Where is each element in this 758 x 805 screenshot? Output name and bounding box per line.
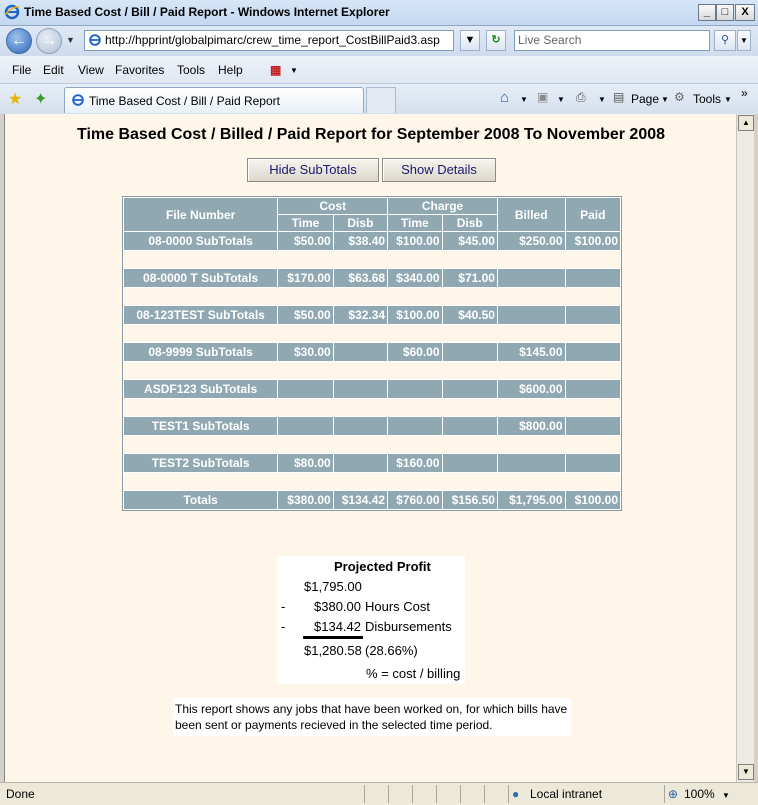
subtotal-row — [124, 232, 620, 250]
cell-paid: $100.00 — [566, 232, 621, 250]
page-dropdown-icon[interactable]: ▼ — [661, 95, 669, 104]
menu-favorites[interactable]: Favorites — [115, 63, 165, 77]
new-tab-button[interactable] — [366, 87, 396, 113]
status-divider — [484, 785, 485, 803]
search-button[interactable] — [714, 30, 736, 51]
cell-cost-disb — [334, 417, 387, 435]
status-bar — [0, 782, 758, 805]
tab-page-icon — [71, 93, 85, 107]
cell-billed: $600.00 — [498, 380, 565, 398]
status-divider — [388, 785, 389, 803]
menu-edit[interactable]: Edit — [43, 63, 64, 77]
home-dropdown-icon[interactable]: ▼ — [520, 95, 528, 104]
zoom-dropdown-icon[interactable]: ▼ — [722, 791, 730, 800]
address-bar[interactable] — [84, 30, 454, 51]
header-file-number: File Number — [124, 198, 277, 231]
tab-bar — [0, 84, 758, 114]
spacer-row — [124, 473, 620, 490]
spacer-cell — [124, 473, 620, 490]
header-charge-disb: Disb — [443, 215, 497, 231]
navigation-bar — [0, 26, 758, 56]
intranet-globe-icon: ● — [512, 787, 520, 801]
spacer-row — [124, 325, 620, 342]
cell-charge-disb: $71.00 — [443, 269, 497, 287]
spacer-row — [124, 251, 620, 268]
subtotal-row — [124, 380, 620, 398]
add-favorite-icon[interactable]: ✦ — [34, 91, 48, 108]
projected-profit-box — [277, 556, 465, 684]
profit-result-pct: (28.66%) — [365, 643, 418, 658]
feeds-icon[interactable]: ▣ — [537, 90, 549, 104]
history-dropdown-icon[interactable]: ▼ — [66, 35, 75, 45]
tools-gear-icon: ⚙ — [674, 90, 685, 104]
header-paid: Paid — [566, 198, 621, 231]
report-table — [122, 196, 622, 511]
spacer-row — [124, 288, 620, 305]
cell-charge-time: $340.00 — [388, 269, 441, 287]
title-bar — [0, 0, 758, 26]
cell-paid — [566, 343, 621, 361]
tab-label: Time Based Cost / Bill / Paid Report — [89, 94, 280, 108]
page-menu-icon: ▤ — [613, 90, 625, 104]
cell-charge-time: $760.00 — [388, 491, 441, 509]
cell-cost-time: $170.00 — [278, 269, 332, 287]
page-icon — [88, 33, 102, 47]
cell-cost-time: $380.00 — [278, 491, 332, 509]
status-text: Done — [6, 787, 35, 801]
search-icon: ⚲ — [720, 34, 730, 46]
cell-charge-disb: $40.50 — [443, 306, 497, 324]
forward-arrow-icon: → — [41, 32, 57, 49]
cell-cost-disb: $63.68 — [334, 269, 387, 287]
ie-logo-icon — [4, 4, 20, 20]
subtotal-row — [124, 343, 620, 361]
profit-hours-label: Hours Cost — [365, 599, 431, 614]
show-details-button[interactable]: Show Details — [382, 158, 496, 182]
spacer-cell — [124, 251, 620, 268]
cell-cost-time: $30.00 — [278, 343, 332, 361]
cell-file-number: Totals — [124, 491, 277, 509]
cell-cost-time: $50.00 — [278, 306, 332, 324]
spacer-row — [124, 362, 620, 379]
spacer-cell — [124, 436, 620, 453]
spacer-cell — [124, 399, 620, 416]
tools-menu[interactable]: Tools — [693, 92, 722, 106]
cell-file-number: 08-123TEST SubTotals — [124, 306, 277, 324]
cell-cost-time: $50.00 — [278, 232, 332, 250]
cell-paid: $100.00 — [566, 491, 621, 509]
cell-billed: $145.00 — [498, 343, 565, 361]
forward-button[interactable] — [36, 28, 62, 54]
toolbar-addon-icon[interactable]: ▦ — [270, 63, 282, 77]
status-divider — [364, 785, 365, 803]
profit-disb-label: Disbursements — [365, 619, 452, 634]
cell-cost-disb: $32.34 — [334, 306, 387, 324]
hide-subtotals-button[interactable]: Hide SubTotals — [247, 158, 379, 182]
cell-charge-disb: $45.00 — [443, 232, 497, 250]
spacer-cell — [124, 362, 620, 379]
cell-paid — [566, 269, 621, 287]
window-title: Time Based Cost / Bill / Paid Report - Windows Internet Explorer — [24, 5, 390, 19]
cell-charge-time: $100.00 — [388, 232, 441, 250]
cell-billed: $800.00 — [498, 417, 565, 435]
cell-file-number: 08-0000 T SubTotals — [124, 269, 277, 287]
menu-bar — [0, 56, 758, 84]
report-table-body — [124, 232, 620, 509]
page-content — [4, 114, 736, 782]
cell-billed — [498, 269, 565, 287]
menu-help[interactable]: Help — [218, 63, 243, 77]
favorites-star-icon[interactable]: ★ — [8, 91, 23, 108]
status-zone[interactable]: Local intranet — [530, 787, 603, 801]
cell-cost-time — [278, 417, 332, 435]
cell-charge-time — [388, 417, 441, 435]
cell-charge-time: $60.00 — [388, 343, 441, 361]
print-dropdown-icon[interactable]: ▼ — [598, 95, 606, 104]
profit-formula: % = cost / billing — [366, 666, 461, 681]
header-billed: Billed — [498, 198, 565, 231]
cell-file-number: TEST1 SubTotals — [124, 417, 277, 435]
cell-billed — [498, 306, 565, 324]
subtotal-row — [124, 417, 620, 435]
maximize-button[interactable]: □ — [716, 4, 734, 21]
tools-dropdown-icon[interactable]: ▼ — [724, 95, 732, 104]
profit-title: Projected Profit — [334, 559, 431, 574]
header-charge: Charge — [388, 198, 497, 214]
addon-dropdown-icon[interactable]: ▼ — [290, 66, 298, 75]
subtotal-row — [124, 454, 620, 472]
profit-disb-cost: $134.42 — [314, 619, 361, 634]
menu-tools[interactable]: Tools — [177, 63, 206, 77]
cell-charge-time: $100.00 — [388, 306, 441, 324]
feeds-dropdown-icon[interactable]: ▼ — [557, 95, 565, 104]
status-divider — [664, 785, 665, 803]
cell-paid — [566, 306, 621, 324]
status-divider — [436, 785, 437, 803]
cell-cost-disb — [334, 343, 387, 361]
cell-file-number: 08-9999 SubTotals — [124, 343, 277, 361]
cell-billed — [498, 454, 565, 472]
cell-file-number: TEST2 SubTotals — [124, 454, 277, 472]
status-divider — [412, 785, 413, 803]
back-arrow-icon: ← — [11, 32, 27, 49]
spacer-cell — [124, 288, 620, 305]
chevron-more-icon[interactable]: » — [741, 86, 748, 100]
cell-file-number: 08-0000 SubTotals — [124, 232, 277, 250]
profit-hours-sign: - — [281, 599, 286, 614]
home-icon[interactable]: ⌂ — [500, 89, 510, 106]
scroll-up-icon[interactable]: ▲ — [738, 115, 754, 131]
menu-view[interactable]: View — [78, 63, 104, 77]
subtotal-row — [124, 306, 620, 324]
scroll-down-icon[interactable]: ▼ — [738, 764, 754, 780]
totals-row — [124, 491, 620, 509]
report-note: This report shows any jobs that have been worked on, for which bills have been sent or payments recieved in the selected time period. — [173, 698, 571, 736]
spacer-row — [124, 399, 620, 416]
profit-sum-line — [303, 636, 363, 639]
search-options-button[interactable]: ▼ — [737, 30, 751, 51]
status-zoom[interactable]: 100% — [684, 787, 715, 801]
cell-charge-disb: $156.50 — [443, 491, 497, 509]
cell-paid — [566, 417, 621, 435]
cell-paid — [566, 380, 621, 398]
refresh-icon: ↻ — [491, 34, 501, 46]
address-dropdown-button[interactable]: ▼ — [460, 30, 480, 51]
cell-cost-disb — [334, 454, 387, 472]
spacer-cell — [124, 325, 620, 342]
cell-file-number: ASDF123 SubTotals — [124, 380, 277, 398]
page-menu[interactable]: Page — [631, 92, 660, 106]
cell-billed: $1,795.00 — [498, 491, 565, 509]
header-charge-time: Time — [388, 215, 441, 231]
cell-charge-disb — [443, 454, 497, 472]
profit-result: $1,280.58 — [304, 643, 362, 658]
spacer-row — [124, 436, 620, 453]
cell-charge-time: $160.00 — [388, 454, 441, 472]
print-icon[interactable]: ⎙ — [576, 90, 586, 104]
refresh-button[interactable] — [486, 30, 506, 51]
header-cost: Cost — [278, 198, 387, 214]
cell-charge-disb — [443, 380, 497, 398]
profit-hours-cost: $380.00 — [314, 599, 361, 614]
minimize-button[interactable]: _ — [698, 4, 716, 21]
cell-cost-time: $80.00 — [278, 454, 332, 472]
profit-disb-sign: - — [281, 619, 286, 634]
close-button[interactable]: X — [735, 4, 755, 21]
search-input[interactable]: Live Search — [514, 30, 710, 51]
zoom-icon: ⊕ — [668, 787, 679, 801]
report-title: Time Based Cost / Billed / Paid Report for September 2008 To November 2008 — [76, 126, 666, 143]
vertical-scrollbar[interactable] — [736, 114, 754, 782]
subtotal-row — [124, 269, 620, 287]
status-divider — [508, 785, 509, 803]
profit-billed: $1,795.00 — [304, 579, 362, 594]
back-button[interactable] — [6, 28, 32, 54]
cell-cost-time — [278, 380, 332, 398]
header-cost-disb: Disb — [334, 215, 387, 231]
cell-charge-disb — [443, 417, 497, 435]
cell-charge-time — [388, 380, 441, 398]
cell-charge-disb — [443, 343, 497, 361]
cell-billed: $250.00 — [498, 232, 565, 250]
address-url: http://hpprint/globalpimarc/crew_time_report_CostBillPaid3.asp — [105, 33, 440, 47]
header-cost-time: Time — [278, 215, 332, 231]
cell-paid — [566, 454, 621, 472]
cell-cost-disb — [334, 380, 387, 398]
status-divider — [460, 785, 461, 803]
cell-cost-disb: $38.40 — [334, 232, 387, 250]
tab-report[interactable] — [64, 87, 364, 113]
menu-file[interactable]: File — [12, 63, 32, 77]
cell-cost-disb: $134.42 — [334, 491, 387, 509]
